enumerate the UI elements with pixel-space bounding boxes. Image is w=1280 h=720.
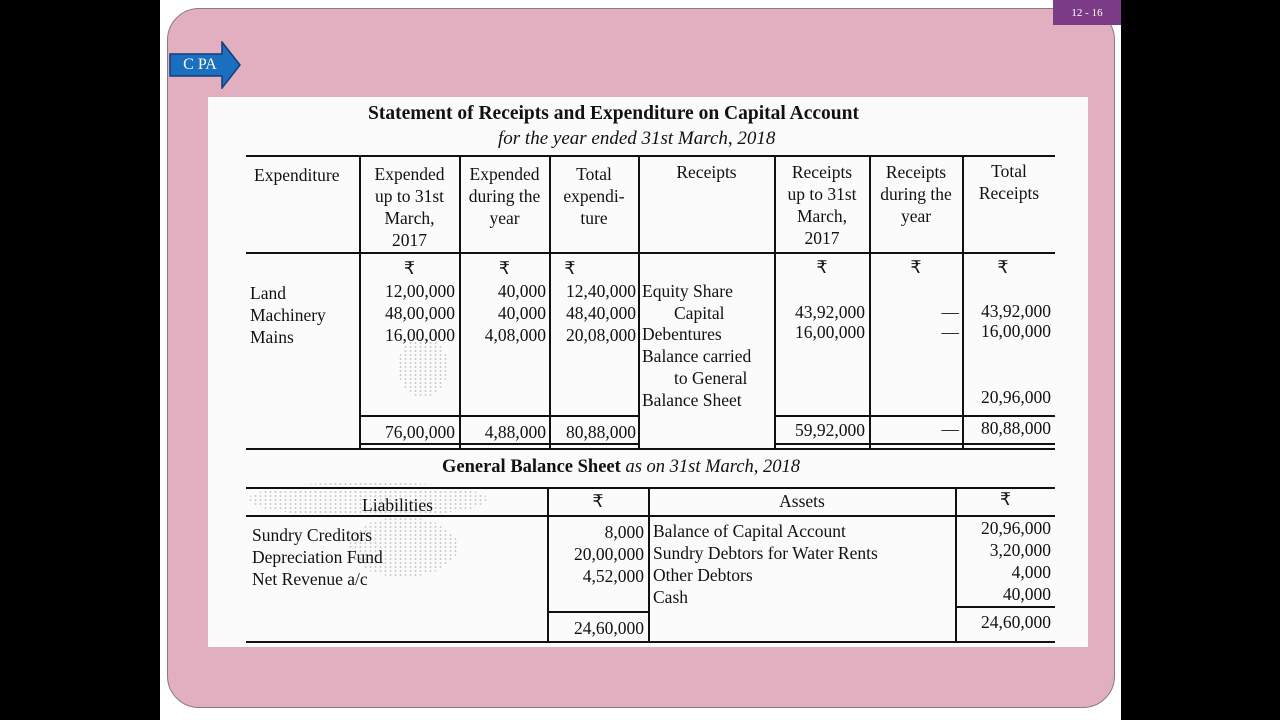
asset-amount: 20,96,000	[981, 518, 1051, 538]
receipts-upto-value: 43,92,000	[795, 302, 865, 322]
receipt-item: Balance Sheet	[642, 390, 742, 410]
header-receipts-during-2: during the	[880, 184, 952, 204]
header-expended-upto-1: Expended	[374, 164, 445, 184]
total-expenditure-value: 12,40,000	[566, 281, 636, 301]
total-expended-upto: 76,00,000	[385, 422, 455, 442]
rule	[955, 606, 1055, 608]
header-receipts-upto-2: up to 31st	[787, 184, 857, 204]
assets-total: 24,60,000	[981, 612, 1051, 632]
rule	[246, 448, 1055, 450]
expenditure-item: Land	[250, 283, 286, 303]
currency-symbol: ₹	[816, 257, 828, 277]
scan-noise	[398, 337, 448, 397]
rule	[774, 415, 1055, 417]
liability-label: Sundry Creditors	[252, 525, 373, 545]
balance-sheet-title	[442, 457, 800, 478]
total-receipts-upto: 59,92,000	[795, 420, 865, 440]
liability-label: Net Revenue a/c	[252, 569, 368, 589]
header-expenditure: Expenditure	[254, 165, 340, 185]
expended-during-value: 40,000	[497, 281, 546, 301]
currency-symbol: ₹	[403, 258, 416, 278]
receipt-item: to General	[674, 368, 748, 388]
liabilities-total: 24,60,000	[574, 618, 644, 638]
cpa-badge-label[interactable]: C PA	[183, 56, 217, 73]
expended-during-value: 4,08,000	[484, 325, 546, 345]
receipt-item: Debentures	[642, 324, 722, 344]
statement-title: Statement of Receipts and Expenditure on Capital Account	[368, 103, 859, 124]
scanned-document	[208, 97, 1088, 647]
total-expenditure-value: 20,08,000	[566, 325, 636, 345]
header-receipts-during-3: year	[900, 206, 932, 226]
receipt-item: Equity Share	[642, 281, 733, 301]
asset-label: Balance of Capital Account	[653, 521, 846, 541]
header-liabilities: Liabilities	[362, 495, 433, 515]
receipts-during-value: —	[941, 302, 959, 322]
expenditure-item: Mains	[250, 327, 294, 347]
rule	[246, 487, 1055, 489]
balance-sheet-title-italic: as on 31st March, 2018	[625, 457, 800, 477]
header-total-exp-2: expendi-	[563, 186, 625, 206]
liability-amount: 4,52,000	[582, 566, 644, 586]
header-receipts-upto-1: Receipts	[791, 162, 853, 182]
header-expended-upto-3: March,	[384, 208, 435, 228]
liability-label: Depreciation Fund	[252, 547, 383, 567]
currency-symbol: ₹	[997, 257, 1009, 277]
total-expenditure: 80,88,000	[566, 422, 636, 442]
expenditure-item: Machinery	[250, 305, 326, 325]
currency-symbol: ₹	[592, 491, 604, 511]
expended-upto-value: 16,00,000	[385, 325, 455, 345]
currency-symbol: ₹	[910, 257, 922, 277]
rule	[246, 155, 1055, 157]
header-total-receipts-1: Total	[991, 161, 1027, 181]
header-expended-upto-2: up to 31st	[374, 186, 445, 206]
expended-during-value: 40,000	[497, 303, 546, 323]
currency-symbol: ₹	[999, 489, 1012, 509]
rule	[547, 611, 648, 613]
total-receipts-value: 16,00,000	[981, 321, 1051, 341]
page-indicator: 12 - 16	[1053, 0, 1121, 25]
asset-label: Other Debtors	[653, 565, 753, 585]
total-receipts-value: 20,96,000	[981, 387, 1051, 407]
receipt-item: Balance carried	[642, 346, 752, 366]
expended-upto-value: 12,00,000	[385, 281, 455, 301]
rule	[246, 641, 1055, 643]
receipts-upto-value: 16,00,000	[795, 322, 865, 342]
asset-amount: 3,20,000	[989, 540, 1051, 560]
header-total-exp-1: Total	[576, 164, 612, 184]
total-expenditure-value: 48,40,000	[566, 303, 636, 323]
asset-label: Cash	[653, 587, 688, 607]
header-receipts: Receipts	[676, 162, 737, 182]
total-expended-during: 4,88,000	[484, 422, 546, 442]
balance-sheet-title-bold: General Balance Sheet	[442, 457, 621, 477]
total-receipts-value: 43,92,000	[981, 301, 1051, 321]
header-receipts-upto-3: March,	[796, 206, 848, 226]
total-receipts: 80,88,000	[981, 418, 1051, 438]
header-expended-upto-4: 2017	[392, 230, 427, 250]
rule	[246, 252, 1055, 254]
rule	[360, 443, 638, 445]
header-total-exp-3: ture	[580, 208, 608, 228]
asset-amount: 4,000	[1011, 562, 1051, 582]
liability-amount: 8,000	[604, 522, 644, 542]
header-expended-during-2: during the	[468, 186, 541, 206]
asset-amount: 40,000	[1002, 584, 1051, 604]
receipt-item: Capital	[674, 303, 725, 323]
header-receipts-upto-4: 2017	[804, 228, 840, 248]
rule	[638, 155, 640, 448]
statement-subtitle: for the year ended 31st March, 2018	[498, 128, 776, 149]
header-expended-during-3: year	[489, 208, 520, 228]
rule	[774, 443, 1055, 445]
header-receipts-during-1: Receipts	[885, 162, 947, 182]
currency-symbol: ₹	[498, 258, 511, 278]
currency-symbol: ₹	[564, 258, 576, 278]
header-assets: Assets	[779, 491, 825, 511]
expended-upto-value: 48,00,000	[385, 303, 455, 323]
rule	[360, 415, 638, 417]
asset-label: Sundry Debtors for Water Rents	[653, 543, 878, 563]
header-expended-during-1: Expended	[469, 164, 540, 184]
liability-amount: 20,00,000	[574, 544, 644, 564]
header-total-receipts-2: Receipts	[978, 183, 1040, 203]
receipts-during-value: —	[941, 322, 959, 342]
total-receipts-during: —	[941, 419, 959, 439]
